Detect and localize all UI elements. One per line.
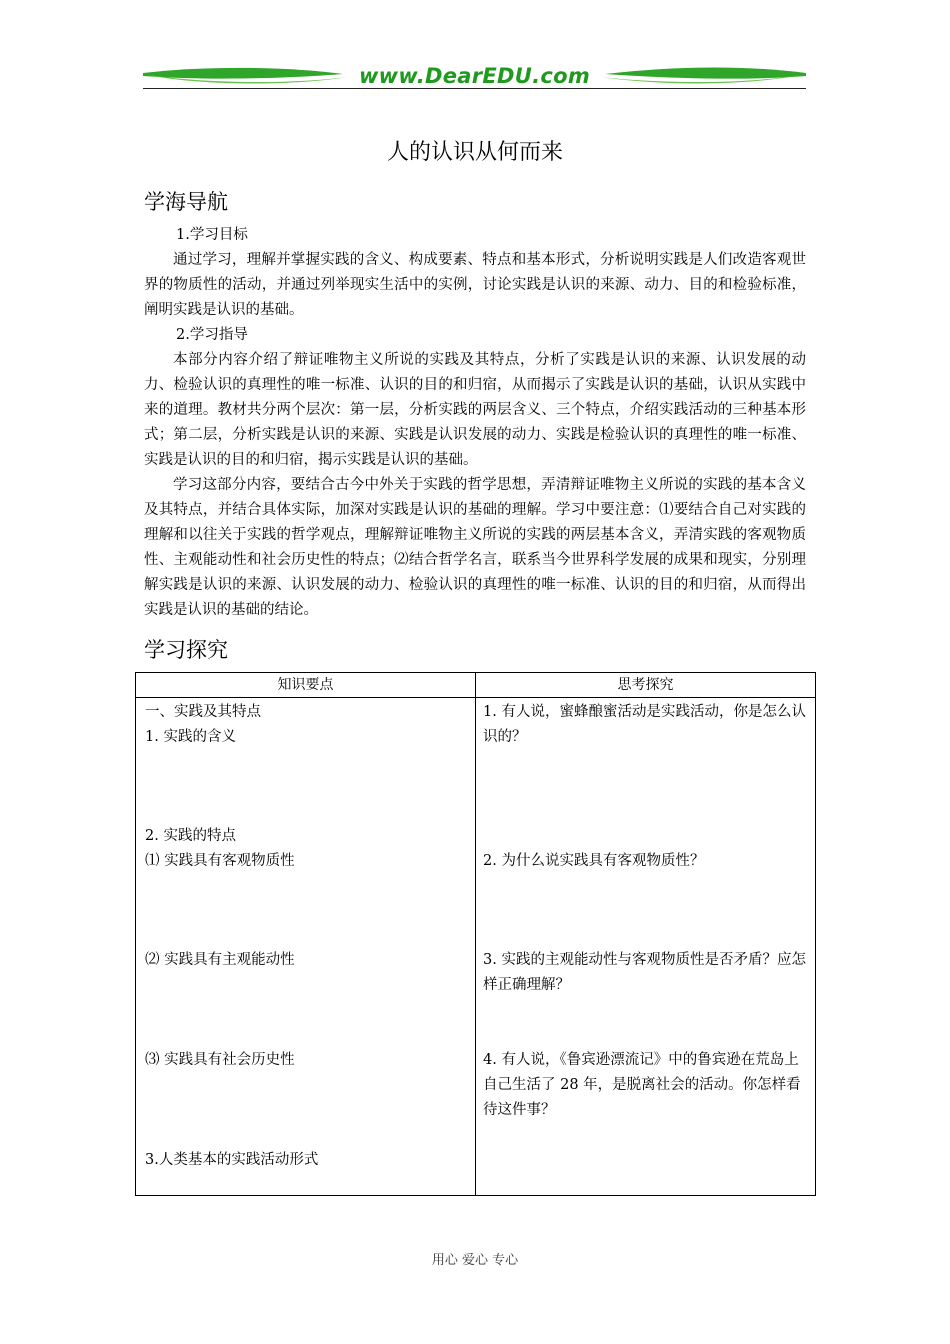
subheading-learning-goals: 1.学习目标 <box>176 227 248 243</box>
paragraph-study-tips: 学习这部分内容，要结合古今中外关于实践的哲学思想，弄清辩证唯物主义所说的实践的基本含义及其特点，并结合具体实际，加深对实践是认识的基础的理解。学习中要注意：⑴要结合自己对实践的理解和以往关于实践的哲学观点，理解辩证唯物主义所说的实践的两层基本含义，弄清实践的客观物质性、主观能动性和社会历史性的特点；⑵结合哲学名言，联系当今世界科学发展的成果和现实，分别理解实践是认识的来源、认识发展的动力、检验认识的真理性的唯一标准、认识的目的和归宿，从而得出实践是认识的基础的结论。 <box>144 477 806 618</box>
page-title: 人的认识从何而来 <box>386 140 563 165</box>
subheading-learning-guide: 2.学习指导 <box>176 327 248 343</box>
list-item: 2. 实践的特点 <box>145 828 236 844</box>
list-item: ⑵ 实践具有主观能动性 <box>145 952 295 968</box>
table-header-knowledge: 知识要点 <box>136 673 476 698</box>
list-item: 一、实践及其特点 <box>145 704 261 720</box>
thinking-questions-cell <box>476 698 816 1196</box>
section-heading-exploration: 学习探究 <box>144 638 228 662</box>
list-item: 4. 有人说，《鲁宾逊漂流记》中的鲁宾逊在荒岛上自己生活了 28 年，是脱离社会的活动。你怎样看待这件事？ <box>483 1052 801 1118</box>
site-name: www.DearEDU.com <box>358 64 591 88</box>
page-footer: 用心 爱心 专心 <box>431 1253 519 1268</box>
knowledge-points-cell <box>136 698 476 1196</box>
section-heading-navigation: 学海导航 <box>144 190 228 214</box>
paragraph-learning-guide: 本部分内容介绍了辩证唯物主义所说的实践及其特点，分析了实践是认识的来源、认识发展的动力、检验认识的真理性的唯一标准、认识的目的和归宿，从而揭示了实践是认识的基础，认识从实践中来的道理。教材共分两个层次：第一层，分析实践的两层含义、三个特点，介绍实践活动的三种基本形式；第二层，分析实践是认识的来源、实践是认识发展的动力、实践是检验认识的真理性的唯一标准、实践是认识的目的和归宿，揭示实践是认识的基础。 <box>144 352 806 468</box>
list-item: 1. 实践的含义 <box>145 729 236 745</box>
list-item: 3.人类基本的实践活动形式 <box>145 1152 319 1168</box>
list-item: ⑴ 实践具有客观物质性 <box>145 853 295 869</box>
list-item: 2. 为什么说实践具有客观物质性？ <box>483 853 705 869</box>
study-table <box>135 672 816 1196</box>
list-item: ⑶ 实践具有社会历史性 <box>145 1052 295 1068</box>
header-divider <box>143 88 806 89</box>
paragraph-learning-goals: 通过学习，理解并掌握实践的含义、构成要素、特点和基本形式，分析说明实践是人们改造客观世界的物质性的活动，并通过列举现实生活中的实例，讨论实践是认识的来源、动力、目的和检验标准，阐明实践是认识的基础。 <box>144 252 806 318</box>
table-header-thinking: 思考探究 <box>476 673 816 698</box>
list-item: 1. 有人说，蜜蜂酿蜜活动是实践活动，你是怎么认识的？ <box>483 704 806 745</box>
list-item: 3. 实践的主观能动性与客观物质性是否矛盾？应怎样正确理解？ <box>483 952 806 993</box>
